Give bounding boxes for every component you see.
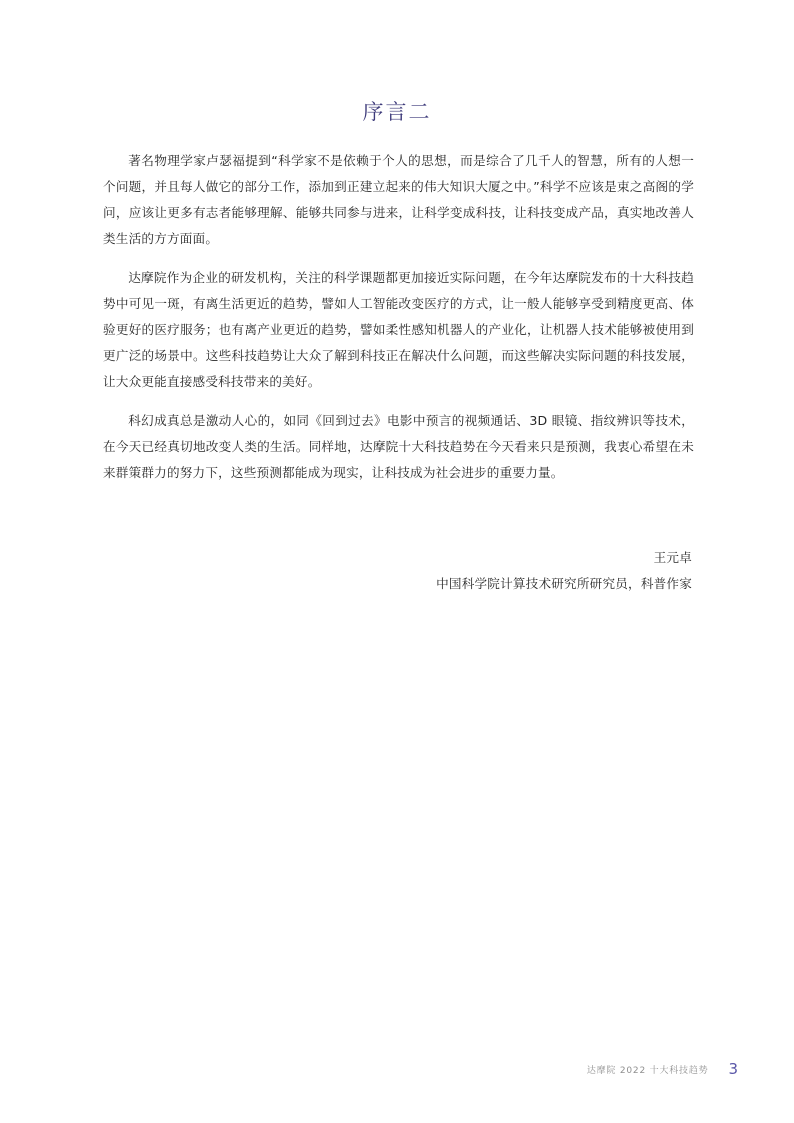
paragraph-2: 达摩院作为企业的研发机构，关注的科学课题都更加接近实际问题，在今年达摩院发布的十大科技趋势中可见一斑，有离生活更近的趋势，譬如人工智能改变医疗的方式，让一般人能够享受到精度更高、体验更好的医疗服务；也有离产业更近的趋势，譬如柔性感知机器人的产业化，让机器人技术能够被使用到更广泛的场景中。这些科技趋势让大众了解到科技正在解决什么问题，而这些解决实际问题的科技发展，让大众更能直接感受科技带来的美好。 [103,270,694,389]
author-name: 王元卓 [653,550,692,565]
author-affiliation: 中国科学院计算技术研究所研究员，科普作家 [436,576,692,591]
page-title: 序言二 [362,100,432,124]
signature-block [436,545,692,597]
page-footer [587,1060,738,1078]
footer-publication: 达摩院 2022 十大科技趋势 [586,1065,709,1076]
paragraph-1: 著名物理学家卢瑟福提到“科学家不是依赖于个人的思想，而是综合了几千人的智慧，所有的人想一个问题，并且每人做它的部分工作，添加到正建立起来的伟大知识大厦之中。”科学不应该是束之高阁的学问，应该让更多有志者能够理解、能够共同参与进来，让科学变成科技，让科技变成产品，真实地改善人类生活的方方面面。 [103,153,694,246]
preface-body [103,148,694,499]
paragraph-3: 科幻成真总是激动人心的，如同《回到过去》电影中预言的视频通话、3D 眼镜、指纹辨识等技术，在今天已经真切地改变人类的生活。同样地，达摩院十大科技趋势在今天看来只是预测，我衷心希望在未来群策群力的努力下，这些预测都能成为现实，让科技成为社会进步的重要力量。 [103,413,694,480]
page-number: 3 [728,1060,738,1078]
